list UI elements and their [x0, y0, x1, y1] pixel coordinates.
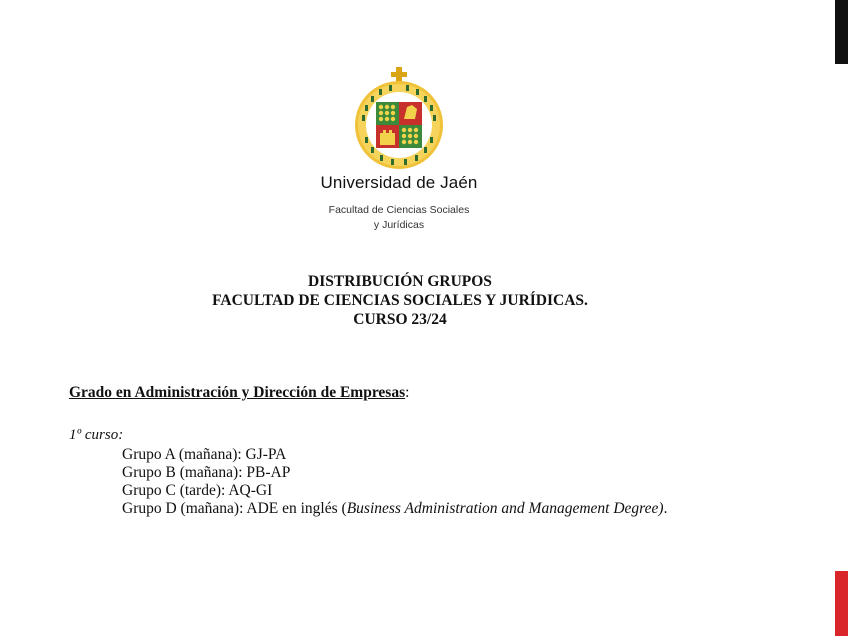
heading-line-1: DISTRIBUCIÓN GRUPOS: [308, 273, 492, 290]
heading-line-2: FACULTAD DE CIENCIAS SOCIALES Y JURÍDICAS.: [212, 292, 588, 309]
corner-accent-red: [835, 571, 848, 636]
group-d-suffix: .: [663, 500, 668, 517]
course-label: 1º curso:: [69, 427, 124, 443]
group-list: [122, 446, 742, 518]
university-seal-logo: [349, 67, 449, 171]
faculty-subtitle-line1: Facultad de Ciencias Sociales: [328, 204, 470, 216]
faculty-subtitle-line2: y Jurídicas: [373, 219, 425, 231]
university-name: Universidad de Jaén: [320, 173, 478, 192]
group-item: Grupo A (mañana): GJ-PA: [122, 446, 287, 463]
faculty-subtitle: [0, 203, 798, 233]
degree-title-colon: :: [405, 384, 410, 401]
group-d-degree-name: Business Administration and Management Degree): [346, 500, 664, 517]
group-item: Grupo C (tarde): AQ-GI: [122, 482, 273, 499]
heading-line-3: CURSO 23/24: [353, 311, 447, 328]
group-item: Grupo B (mañana): PB-AP: [122, 464, 291, 481]
degree-title-text: Grado en Administración y Dirección de Empresas: [69, 384, 406, 401]
group-d-prefix: Grupo D (mañana): ADE en inglés (: [122, 500, 347, 517]
corner-accent-black: [835, 0, 848, 64]
group-item-d: [122, 500, 742, 518]
document-heading: [0, 272, 800, 329]
degree-title: [69, 384, 409, 402]
